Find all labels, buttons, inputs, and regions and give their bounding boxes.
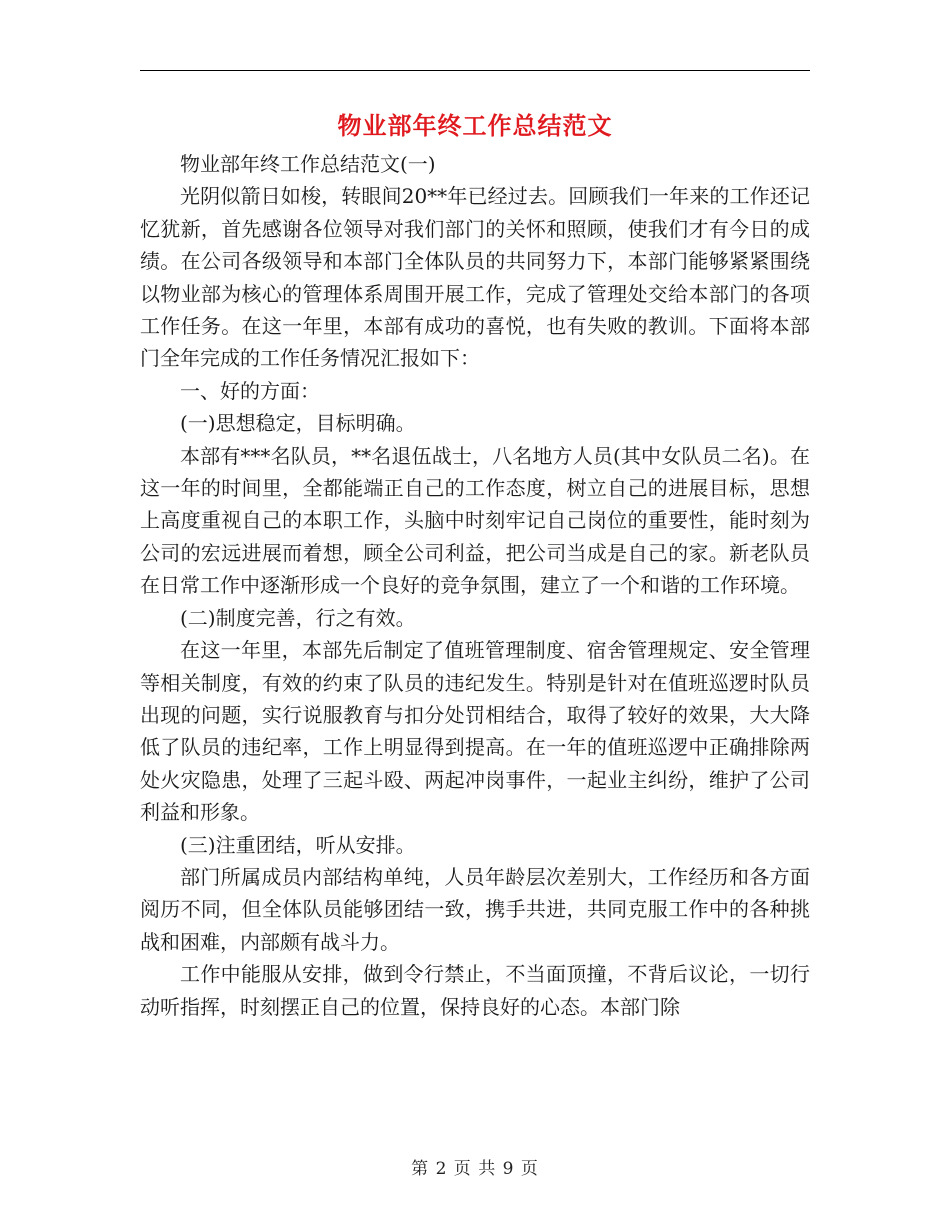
subsection-heading: (三)注重团结，听从安排。: [180, 832, 416, 857]
body-paragraph: 本部有***名队员，**名退伍战士，八名地方人员(其中女队员二名)。在这一年的时间里，全都能端正自己的工作态度，树立自己的进展目标，思想上高度重视自己的本职工作，头脑中时刻牢记自己岗位的重要性，能时刻为公司的宏远进展而着想，顾全公司利益，把公司当成是自己的家。新老队员在日常工作中逐渐形成一个良好的竞争氛围，建立了一个和谐的工作环境。: [140, 443, 810, 598]
body-paragraph: 部门所属成员内部结构单纯，人员年龄层次差别大，工作经历和各方面阅历不同，但全体队员能够团结一致，携手共进，共同克服工作中的各种挑战和困难，内部颇有战斗力。: [140, 864, 810, 954]
header-rule: [140, 70, 810, 71]
subsection-heading: (一)思想稳定，目标明确。: [180, 411, 416, 436]
document-body: [140, 148, 810, 1023]
subtitle-paragraph: 物业部年终工作总结范文(一): [180, 152, 436, 176]
section-heading: 一、好的方面：: [180, 378, 320, 403]
page-number-footer: 第 2 页 共 9 页: [411, 1159, 539, 1179]
body-paragraph: 工作中能服从安排，做到令行禁止，不当面顶撞，不背后议论，一切行动听指挥，时刻摆正自己的位置，保持良好的心态。本部门除: [140, 962, 810, 1019]
document-title: 物业部年终工作总结范文: [337, 111, 613, 140]
body-paragraph: 在这一年里，本部先后制定了值班管理制度、宿舍管理规定、安全管理等相关制度，有效的约束了队员的违纪发生。特别是针对在值班巡逻时队员出现的问题，实行说服教育与扣分处罚相结合，取得了较好的效果，大大降低了队员的违纪率，工作上明显得到提高。在一年的值班巡逻中正确排除两处火灾隐患，处理了三起斗殴、两起冲岗事件，一起业主纠纷，维护了公司利益和形象。: [140, 638, 810, 825]
subsection-heading: (二)制度完善，行之有效。: [180, 605, 416, 630]
intro-paragraph: 光阴似箭日如梭，转眼间20**年已经过去。回顾我们一年来的工作还记忆犹新，首先感谢各位领导对我们部门的关怀和照顾，使我们才有今日的成绩。在公司各级领导和本部门全体队员的共同努力下，本部门能够紧紧围绕以物业部为核心的管理体系周围开展工作，完成了管理处交给本部门的各项工作任务。在这一年里，本部有成功的喜悦，也有失败的教训。下面将本部门全年完成的工作任务情况汇报如下：: [140, 184, 810, 371]
